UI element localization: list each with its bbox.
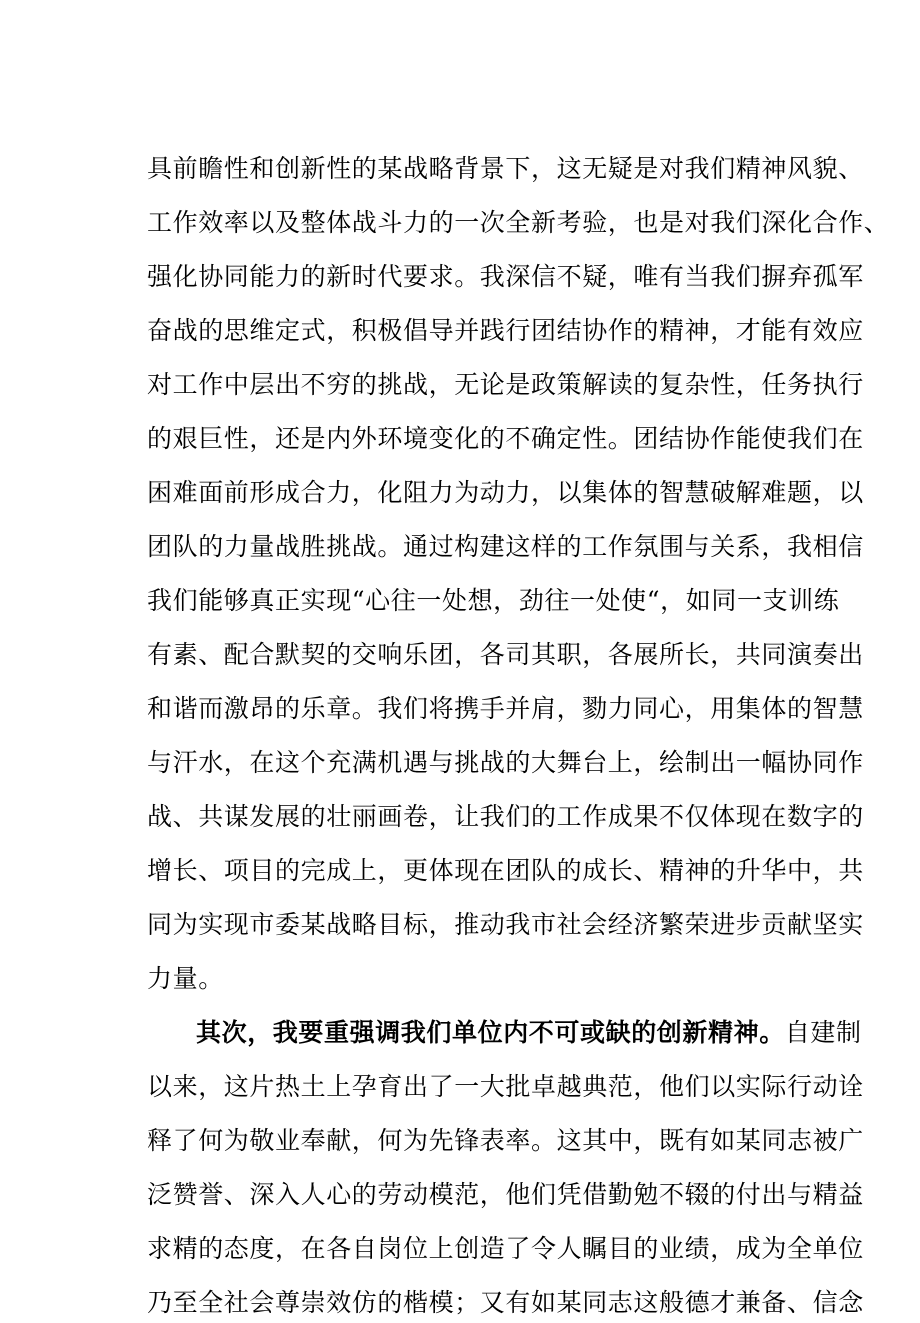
text-line: 与汗水，在这个充满机遇与挑战的大舞台上，绘制出一幅协同作 [147,748,864,777]
text-line: 有素、配合默契的交响乐团，各司其职，各展所长，共同演奏出 [147,640,864,669]
text-line: 和谐而激昂的乐章。我们将携手并肩，勠力同心，用集体的智慧 [147,694,864,723]
text-line: 增长、项目的完成上，更体现在团队的成长、精神的升华中，共 [147,856,864,885]
text-line: 以来，这片热土上孕育出了一大批卓越典范，他们以实际行动诠 [147,1072,864,1101]
paragraph-2-first-rest: 自建制 [784,1018,862,1047]
text-line: 力量。 [147,964,224,993]
text-line: 战、共谋发展的壮丽画卷，让我们的工作成果不仅体现在数字的 [147,802,864,831]
paragraph-2-heading: 其次，我要重强调我们单位内不可或缺的创新精神。 [196,1018,785,1047]
text-line: 的艰巨性，还是内外环境变化的不确定性。团结协作能使我们在 [147,424,864,453]
text-line: 困难面前形成合力，化阻力为动力，以集体的智慧破解难题，以 [147,478,864,507]
text-line: 同为实现市委某战略目标，推动我市社会经济繁荣进步贡献坚实 [147,910,864,939]
text-line: 对工作中层出不穷的挑战，无论是政策解读的复杂性，任务执行 [147,370,864,399]
text-line: 乃至全社会尊崇效仿的楷模；又有如某同志这般德才兼备、信念 [147,1288,864,1317]
text-line: 泛赞誉、深入人心的劳动模范，他们凭借勤勉不辍的付出与精益 [147,1180,864,1209]
text-line: 具前瞻性和创新性的某战略背景下，这无疑是对我们精神风貌、 [147,154,864,183]
paragraph-2-first-line [196,1013,862,1053]
text-line: 奋战的思维定式，积极倡导并践行团结协作的精神，才能有效应 [147,316,864,345]
text-line: 我们能够真正实现“心往一处想，劲往一处使“，如同一支训练 [147,586,840,615]
text-line: 工作效率以及整体战斗力的一次全新考验，也是对我们深化合作、 [147,208,890,237]
text-line: 求精的态度，在各自岗位上创造了令人瞩目的业绩，成为全单位 [147,1234,864,1263]
text-line: 团队的力量战胜挑战。通过构建这样的工作氛围与关系，我相信 [147,532,864,561]
text-line: 强化协同能力的新时代要求。我深信不疑，唯有当我们摒弃孤军 [147,262,864,291]
text-line: 释了何为敬业奉献，何为先锋表率。这其中，既有如某同志被广 [147,1126,864,1155]
